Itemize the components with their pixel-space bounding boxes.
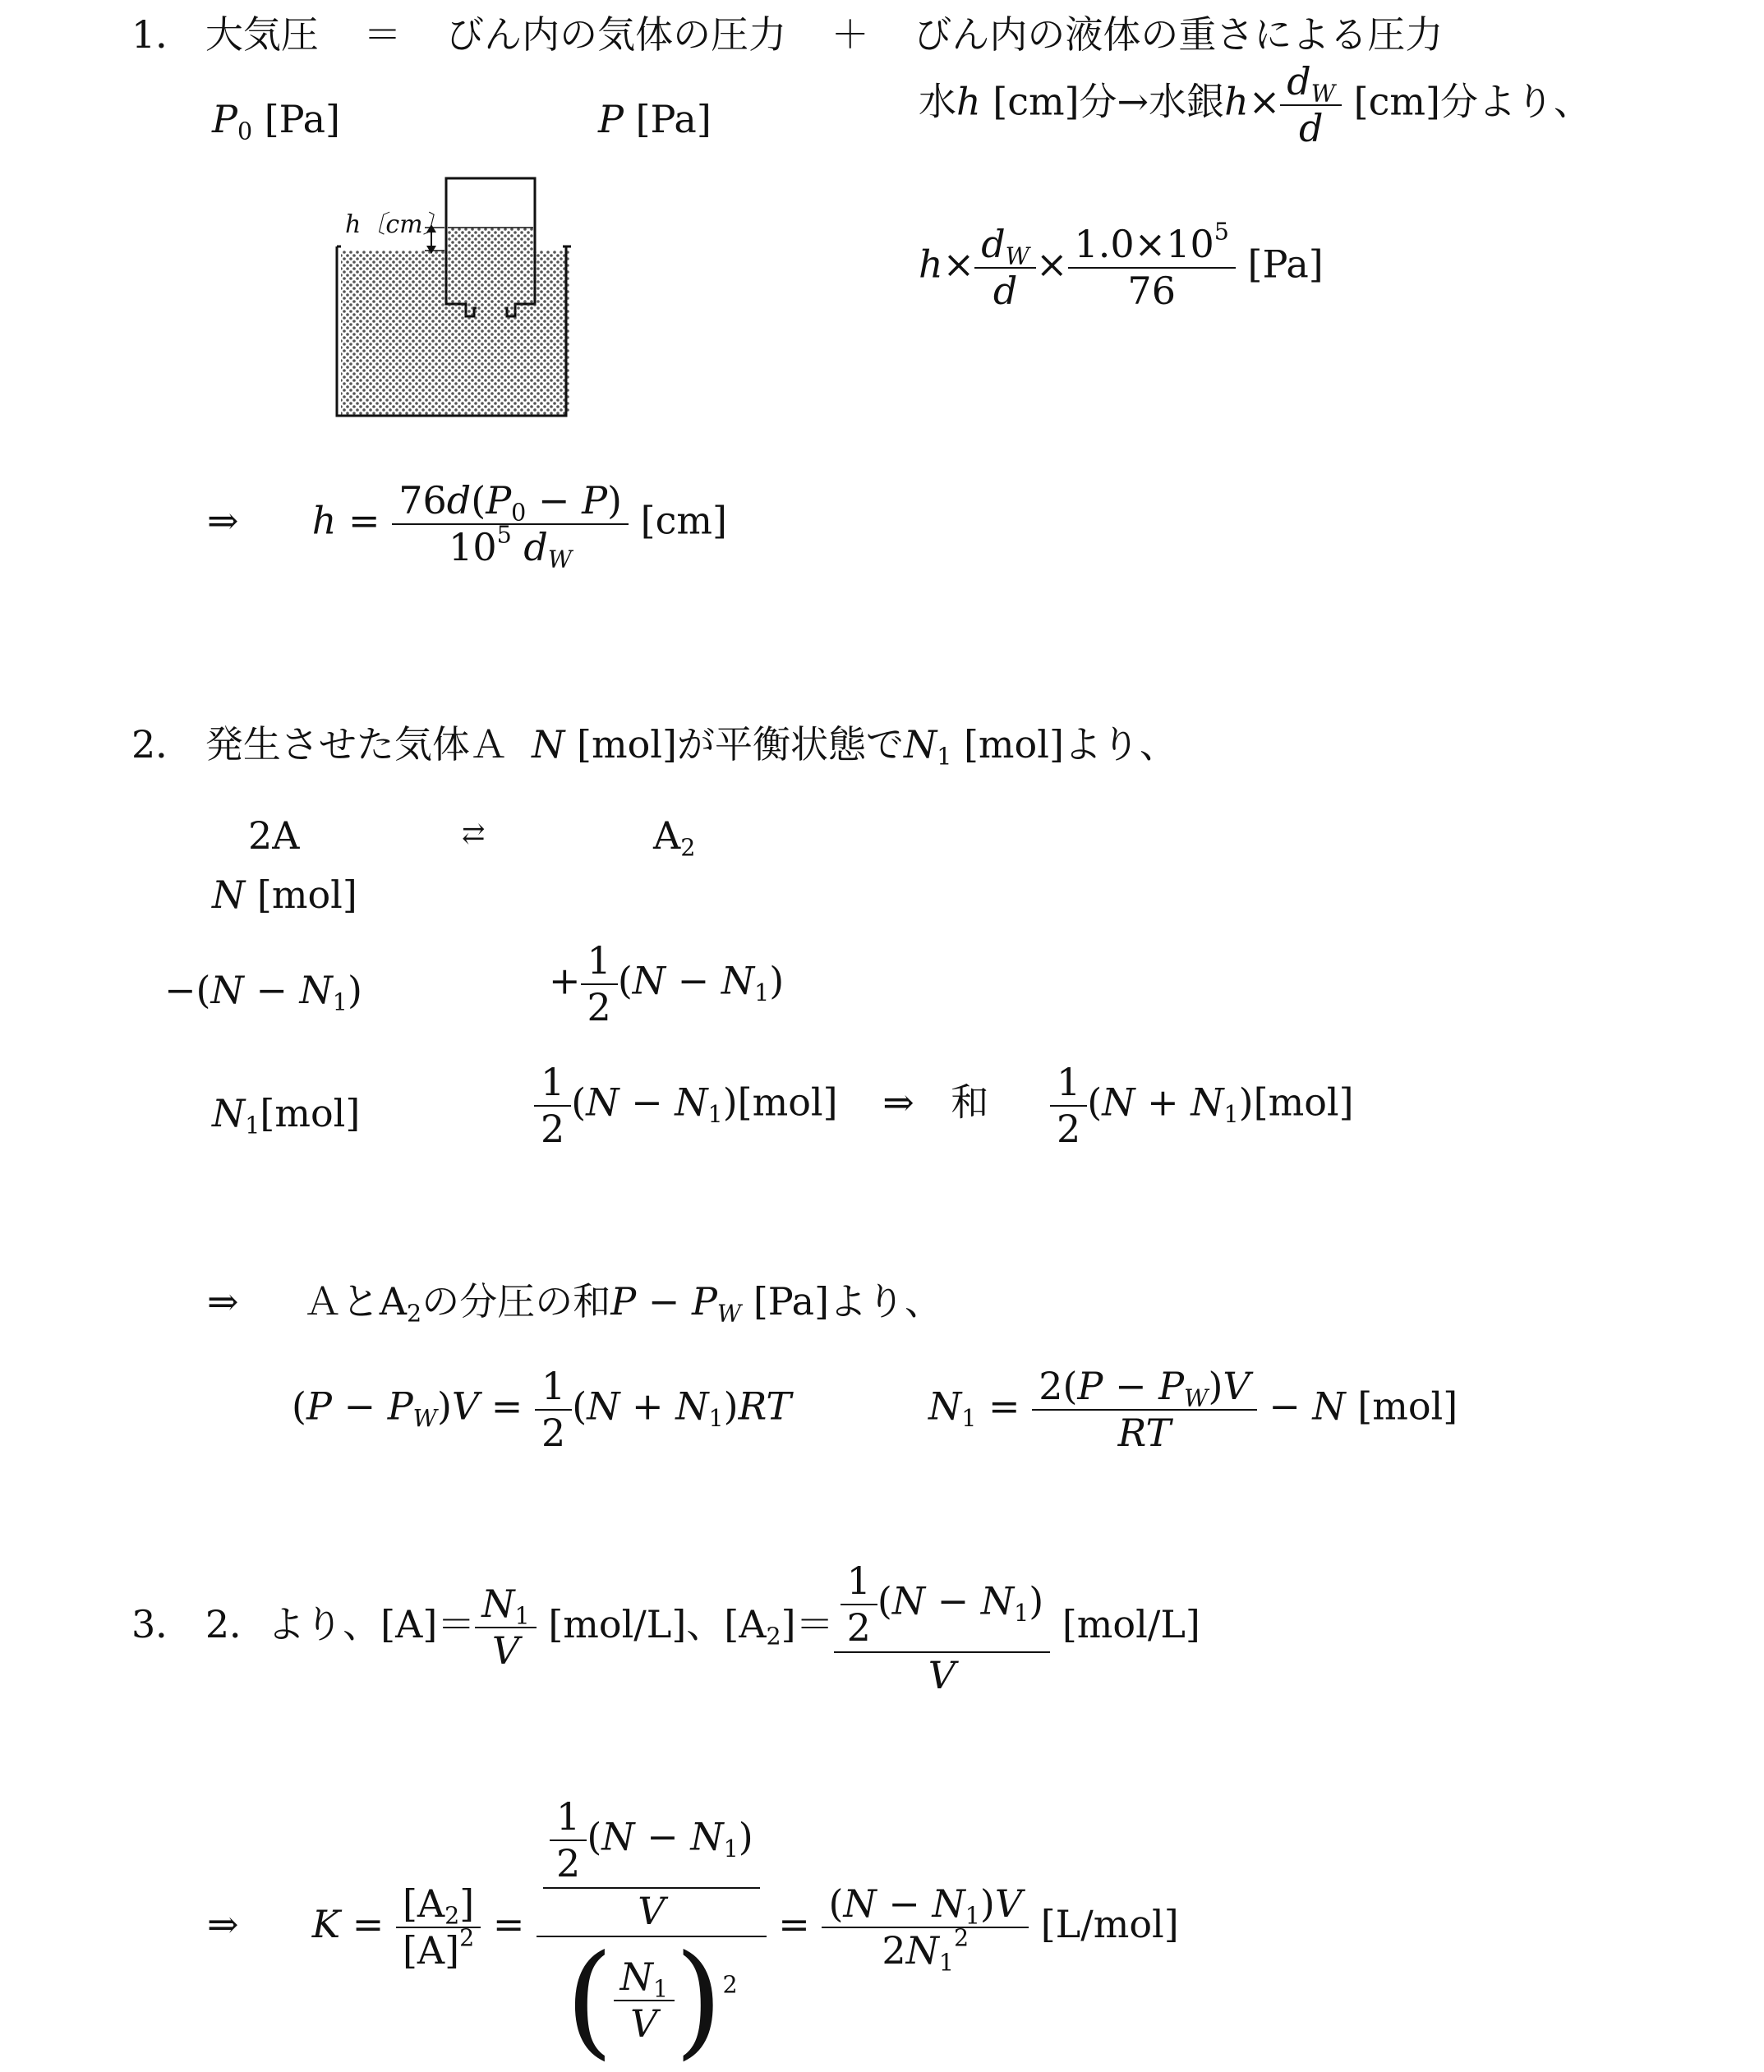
p0-unit: [Pa] xyxy=(264,97,340,141)
pressure-label-liquid: びん内の液体の重さによる圧力 xyxy=(914,12,1444,57)
section-1-result: ⇒ h = $\frac{76d(P_0 - P)}{10^5 d_W}$ [cm] xyxy=(207,478,727,573)
pressure-label-gas: びん内の気体の圧力 xyxy=(446,12,787,57)
equilibrium-left: 2A xyxy=(248,813,300,858)
equilibrium-constant-expression: ⇒ K = $\frac{[A_2]}{[A]^2}$ = $\frac{1}{2}$ $(N - N_1)$ V ( $\frac{N_1}{V}$ )$^2$ = $\frac{(N - N_1)V}{2N_1^2}$ [L/mol] xyxy=(207,1791,1179,2064)
initial-amount: N [mol] xyxy=(212,873,357,917)
section-3-concentrations: 3． 2．より、[A]＝ $\frac{N_1}{V}$ [mol/L]、$[A_2]=$ $\frac{1}{2}$ $(N - N_1)$ V [mol/L] xyxy=(131,1559,1200,1698)
p0-symbol: $P_0$ [Pa] xyxy=(212,97,340,145)
h-result-fraction: $\frac{76d(P_0 - P)}{10^5 d_W}$ xyxy=(392,478,629,569)
p-unit: [Pa] xyxy=(635,97,712,141)
sum-word: 和 xyxy=(951,1080,989,1125)
gas-law-equation: $(P - P_W)V$ = $\frac{1}{2}$ $(N + N_1)RT$ xyxy=(292,1364,792,1455)
figure-h-label: h〔cm〕 xyxy=(345,210,448,239)
cm-unit: [cm] xyxy=(640,498,727,543)
plus-sign: ＋ xyxy=(831,12,869,57)
equilibrium-arrow: ⇄ xyxy=(462,817,486,850)
section-2-heading: 2． 発生させた気体Ａ N [mol]が平衡状態で$N_1$ [mol]より、 xyxy=(131,722,1177,771)
equals-sign: ＝ xyxy=(363,12,402,57)
equilibrium-right: $A_2$ xyxy=(653,813,696,862)
equilibrium-amount-right: $\frac{1}{2}$ $(N - N_1)[mol]$ ⇒ 和 $\frac{1}{2}$ $(N + N_1)[mol]$ xyxy=(534,1060,1354,1151)
dw-over-d-fraction: $\frac{d_W}{d}$ xyxy=(1280,59,1342,150)
a2-concentration-fraction: $\frac{1}{2}$ $(N - N_1)$ V xyxy=(834,1557,1051,1698)
pressure-conversion-expression: h× $\frac{d_W}{d}$ × $\frac{1.0\times 10^5}{76}$ [Pa] xyxy=(919,218,1324,313)
pressure-label-atm: 大気圧 xyxy=(205,12,319,57)
p-symbol: P [Pa] xyxy=(598,97,712,141)
k-compound-fraction: $\frac{1}{2}$ $(N - N_1)$ V ( $\frac{N_1}{V}$ )$^2$ xyxy=(537,1791,767,2064)
change-left: $-(N - N_1)$ xyxy=(164,968,362,1016)
partial-pressure-line: ⇒ Ａと$A_2$の分圧の和$P - P_W$ [Pa]より、 xyxy=(207,1279,943,1328)
section-3-number: 3． xyxy=(131,1601,194,1646)
n1-solution: $N_1$ = $\frac{2(P - P_W)V}{RT}$ − N [mol] xyxy=(928,1364,1458,1455)
section-1-heading xyxy=(131,5,1443,59)
equilibrium-amount-left: $N_1[mol]$ xyxy=(212,1091,361,1140)
change-right: + $\frac{1}{2}$ $(N - N_1)$ xyxy=(549,938,785,1029)
water-to-mercury-line: 水h [cm]分→水銀h× $\frac{d_W}{d}$ [cm]分より、 xyxy=(919,59,1591,150)
section-2-number: 2． xyxy=(131,722,194,767)
section-1-number: 1． xyxy=(131,12,194,57)
implies-arrow: ⇒ xyxy=(207,498,239,543)
